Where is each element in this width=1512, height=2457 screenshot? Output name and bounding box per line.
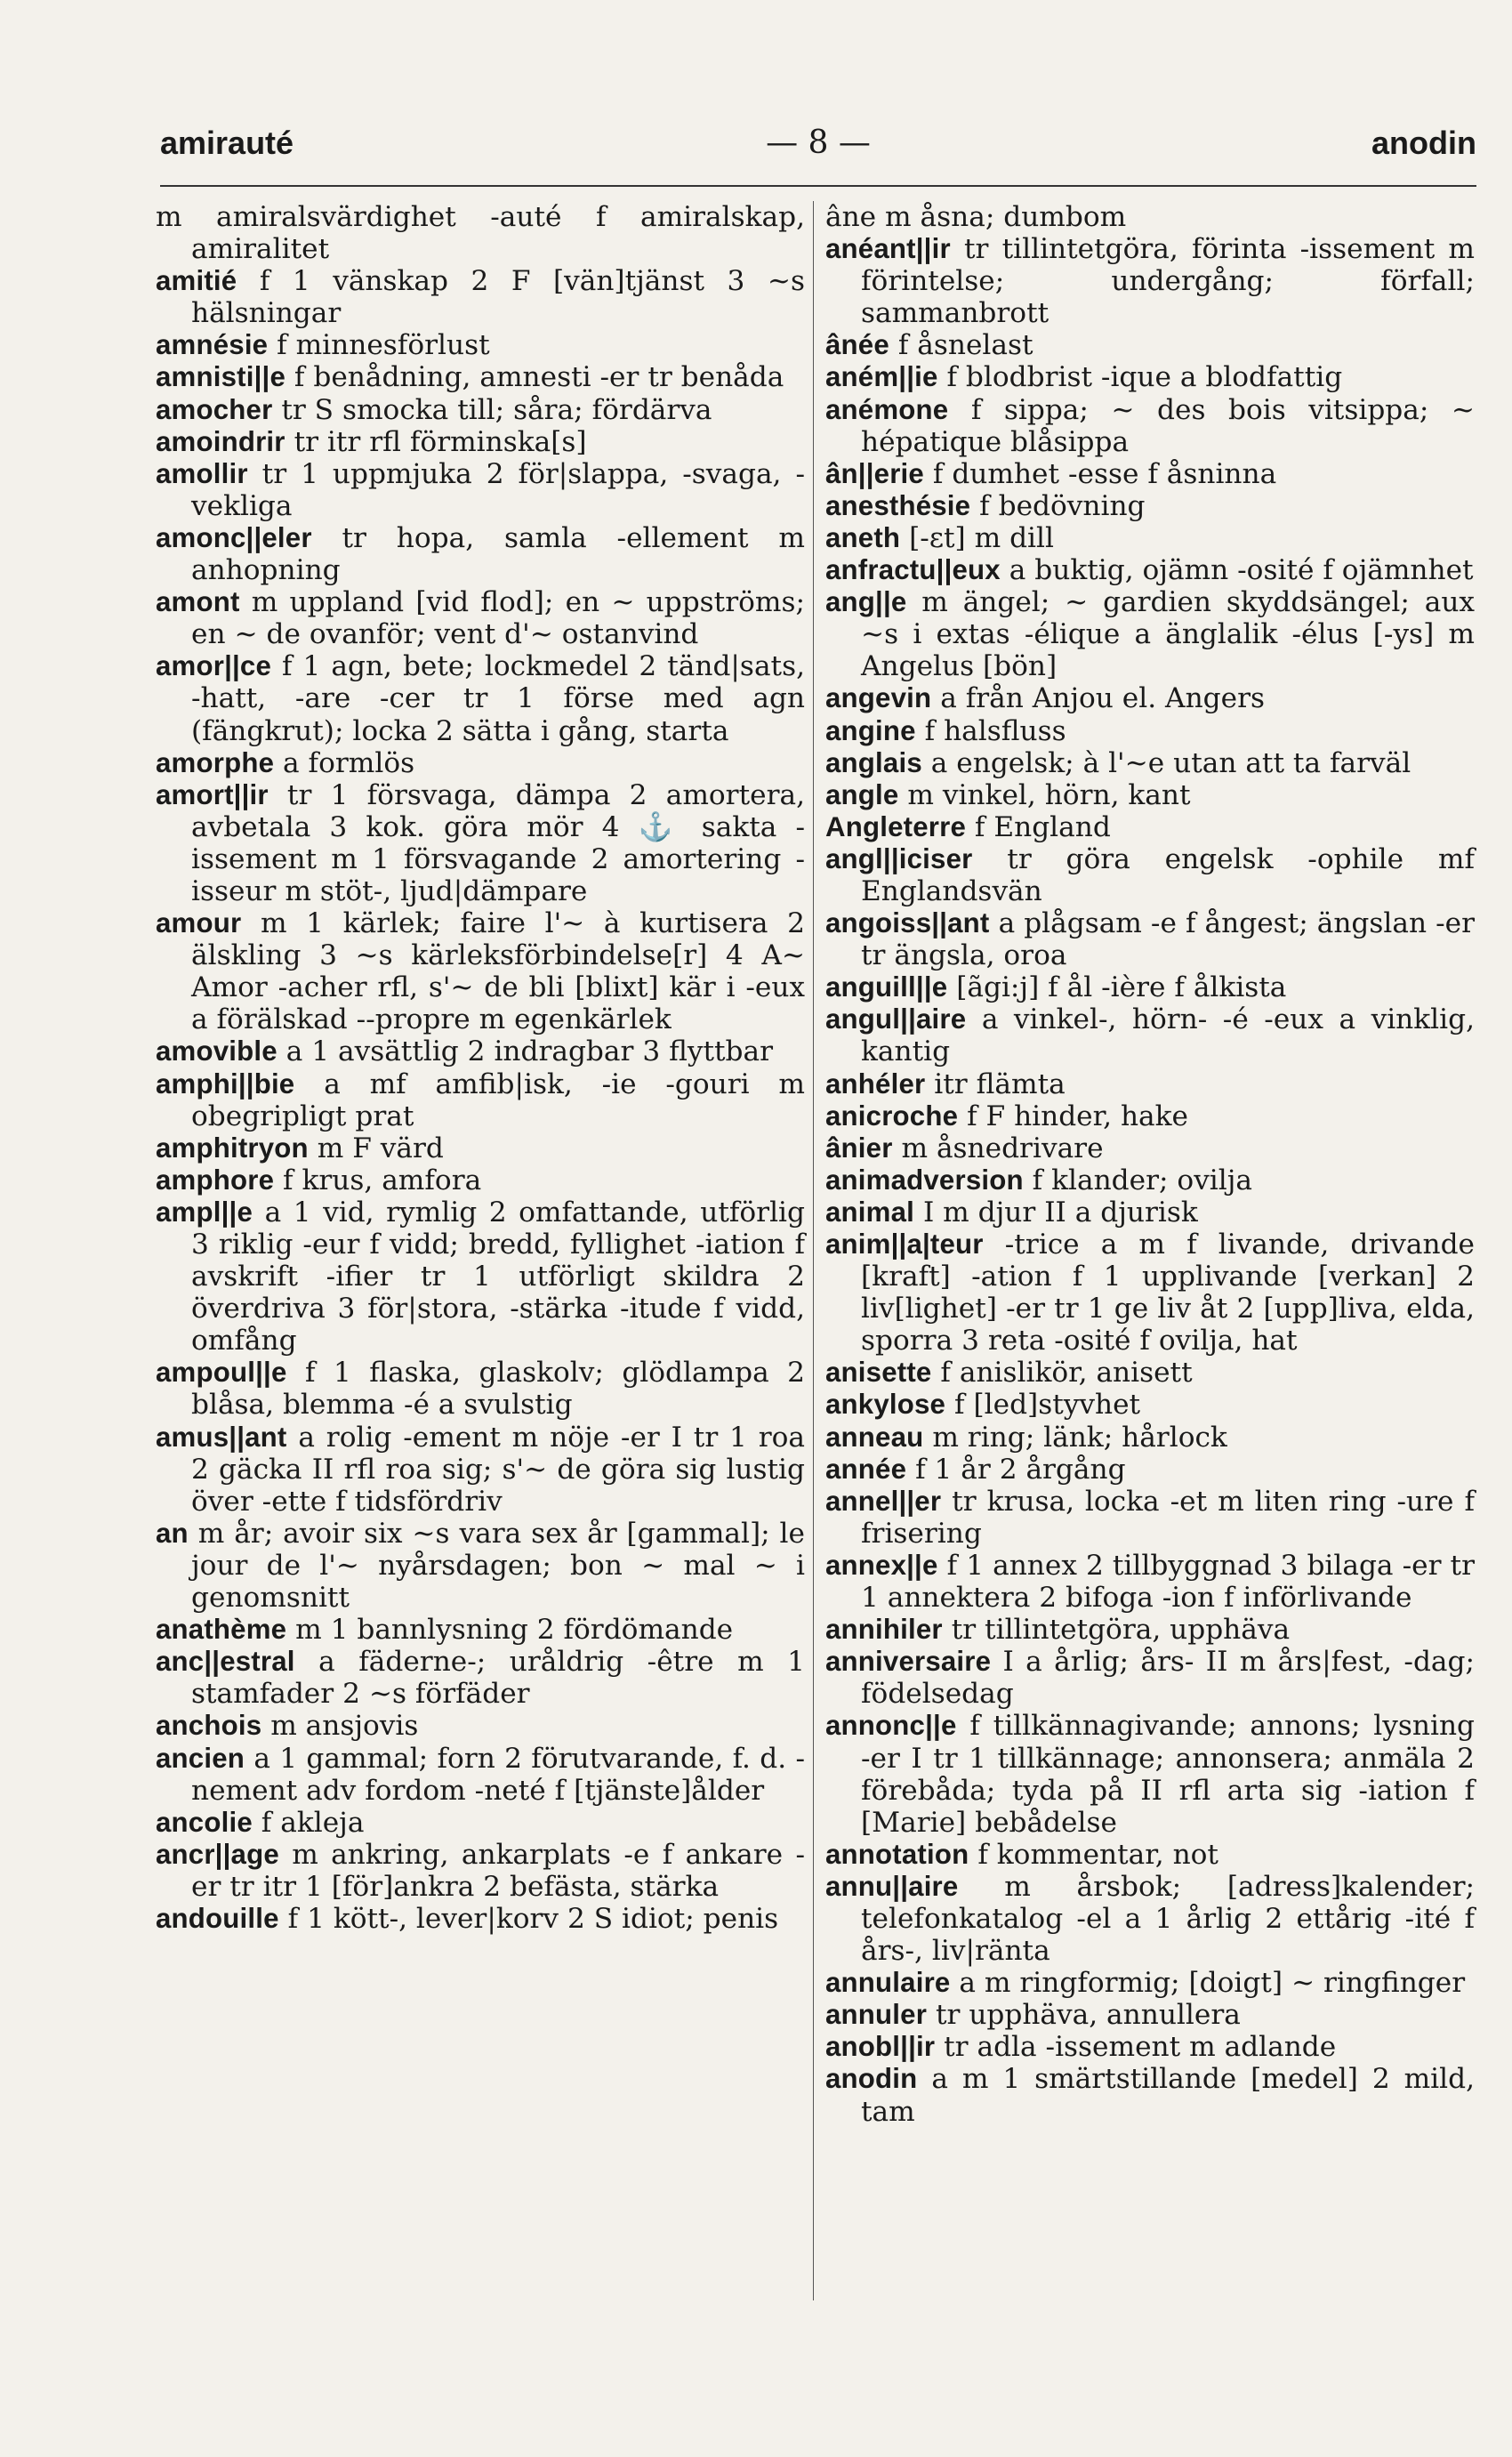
headword: anguill||e [825, 971, 948, 1003]
guide-word-right: anodin [1371, 125, 1476, 161]
definition: m årsbok; [adress]kalender; telefonkatalog -el a 1 årlig 2 ettårig -ité f års-, liv|ränta [861, 1870, 1475, 1968]
definition: f 1 vänskap 2 F [vän]tjänst 3 ~s hälsningar [191, 265, 805, 330]
definition: I a årlig; års- II m års|fest, -dag; födelsedag [861, 1646, 1475, 1711]
dictionary-entry [825, 2063, 1475, 2127]
dictionary-entry [156, 1164, 805, 1196]
headword: amnisti||e [156, 361, 286, 393]
headword: anc||estral [156, 1646, 295, 1678]
dictionary-entry [156, 1839, 805, 1903]
definition: f akleja [261, 1806, 365, 1839]
headword: annel||er [825, 1485, 942, 1517]
headword: angl||iciser [825, 842, 973, 874]
definition: tr krusa, locka -et m liten ring -ure f frisering [861, 1485, 1475, 1550]
definition: m 1 kärlek; faire l'~ à kurtisera 2 älskling 3 ~s kärleksförbindelse[r] 4 A~ Amor -acher rfl, s'~ de bli [blixt] kär i -eux a förälskad --propre m egenkärlek [191, 907, 805, 1036]
definition: m vinkel, hörn, kant [907, 778, 1191, 811]
dictionary-entry [825, 522, 1475, 554]
dictionary-entry [825, 1999, 1475, 2031]
definition: f blodbrist -ique a blodfattig [946, 361, 1343, 394]
definition: tr 1 uppmjuka 2 för|slappa, -svaga, -vekliga [191, 457, 805, 522]
definition: tr tillintetgöra, förinta -issement m förintelse; undergång; förfall; sammanbrott [861, 233, 1475, 330]
headword: année [825, 1453, 907, 1485]
dictionary-entry [156, 1196, 805, 1357]
dictionary-entry [825, 1003, 1475, 1067]
definition: f klander; ovilja [1032, 1164, 1253, 1196]
definition: f halsfluss [924, 714, 1066, 747]
dictionary-entry [156, 747, 805, 779]
headword: amnésie [156, 329, 269, 361]
definition: f kommentar, not [977, 1838, 1218, 1871]
definition: a mf amfib|isk, -ie -gouri m obegripligt prat [191, 1067, 805, 1132]
headword: ancien [156, 1742, 245, 1774]
dictionary-entry [825, 811, 1475, 843]
definition: m uppland [vid flod]; en ~ uppströms; en ~ de ovanför; vent d'~ ostanvind [191, 586, 805, 651]
definition: a vinkel-, hörn- -é -eux a vinklig, kantig [861, 1003, 1475, 1068]
dictionary-entry [156, 394, 805, 426]
headword: annonc||e [825, 1710, 957, 1742]
definition: f åsnelast [897, 329, 1033, 362]
dictionary-entry [825, 1357, 1475, 1389]
definition: f benådning, amnesti -er tr benåda [294, 361, 784, 394]
headword: andouille [156, 1902, 279, 1934]
page-header [160, 125, 1476, 178]
headword: anéant||ir [825, 233, 951, 265]
dictionary-entry [825, 586, 1475, 682]
dictionary-entry [825, 1068, 1475, 1100]
dictionary-entry [156, 907, 805, 1035]
dictionary-entry [825, 361, 1475, 393]
definition: m år; avoir six ~s vara sex år [gammal]; le jour de l'~ nyårsdagen; bon ~ mal ~ i genomsnitt [191, 1517, 805, 1615]
headword: amocher [156, 393, 273, 425]
headword: amort||ir [156, 778, 269, 810]
headword: Angleterre [825, 810, 966, 842]
dictionary-entry [825, 2031, 1475, 2063]
dictionary-entry [825, 1422, 1475, 1454]
definition: itr flämta [934, 1067, 1066, 1100]
dictionary-entry [825, 843, 1475, 907]
definition: tr upphäva, annullera [935, 1999, 1241, 2032]
definition: a buktig, ojämn -osité f ojämnhet [1009, 554, 1474, 587]
dictionary-entry [825, 394, 1475, 458]
dictionary-entry [825, 1839, 1475, 1871]
definition: tr adla -issement m adlande [944, 2031, 1337, 2064]
dictionary-entry [825, 201, 1475, 233]
definition: f 1 flaska, glaskolv; glödlampa 2 blåsa, blemma -é a svulstig [191, 1357, 805, 1422]
definition: a från Anjou el. Angers [940, 682, 1265, 715]
definition: tr tillintetgöra, upphäva [951, 1614, 1291, 1647]
definition: a 1 gammal; forn 2 förutvarande, f. d. -nement adv fordom -neté f [tjänste]ålder [191, 1742, 805, 1807]
definition: f sippa; ~ des bois vitsippa; ~ hépatique blåsippa [861, 393, 1475, 458]
dictionary-entry [825, 747, 1475, 779]
headword: annex||e [825, 1549, 938, 1581]
headword: ampoul||e [156, 1357, 287, 1389]
headword: animal [825, 1196, 915, 1228]
dictionary-entry [825, 682, 1475, 714]
definition: a plågsam -e f ångest; ängslan -er tr ängsla, oroa [861, 907, 1476, 972]
headword: anneau [825, 1421, 924, 1453]
headword: amovible [156, 1035, 277, 1067]
headword: amitié [156, 265, 237, 297]
dictionary-entry [156, 265, 805, 329]
right-column [825, 201, 1475, 2128]
dictionary-entry [156, 650, 805, 746]
definition: tr S smocka till; såra; fördärva [281, 393, 712, 426]
definition: f England [974, 810, 1111, 843]
definition: m 1 bannlysning 2 fördömande [295, 1614, 734, 1647]
headword: ân||erie [825, 457, 924, 489]
definition: a rolig -ement m nöje -er I tr 1 roa 2 gäcka II rfl roa sig; s'~ de göra sig lustig över -ette f tidsfördriv [191, 1421, 806, 1518]
definition: f F hinder, hake [967, 1100, 1188, 1132]
headword: amoindrir [156, 425, 286, 457]
definition: tr itr rfl förminska[s] [294, 425, 587, 458]
headword: anémone [825, 393, 949, 425]
headword: anniversaire [825, 1646, 992, 1678]
dictionary-entry [825, 1710, 1475, 1838]
headword: angul||aire [825, 1003, 967, 1035]
definition: a 1 vid, rymlig 2 omfattande, utförlig 3 riklig -eur f vidd; bredd, fyllighet -iation f avskrift -ifier tr 1 utförligt skildra 2 överdriva 3 för|stora, -stärka -itude f vidd, omfång [191, 1196, 805, 1357]
dictionary-entry [156, 1743, 805, 1807]
dictionary-entry [156, 586, 805, 650]
definition: f 1 år 2 årgång [915, 1453, 1126, 1486]
headword: annulaire [825, 1967, 951, 1999]
definition: f minnesförlust [277, 329, 490, 362]
definition: f 1 kött-, lever|korv 2 S idiot; penis [287, 1902, 779, 1935]
headword: anobl||ir [825, 2031, 936, 2063]
dictionary-entry [156, 1518, 805, 1614]
headword: amphore [156, 1164, 275, 1196]
definition: [ãgi:j] f ål -ière f ålkista [956, 971, 1287, 1004]
guide-word-left: amirauté [160, 125, 294, 161]
headword: aném||ie [825, 361, 938, 393]
left-column [156, 201, 805, 1935]
headword: ânier [825, 1132, 893, 1164]
dictionary-entry [825, 1196, 1475, 1228]
definition: m ansjovis [270, 1710, 419, 1743]
headword: ancolie [156, 1806, 253, 1838]
dictionary-entry [825, 971, 1475, 1003]
headword: amor||ce [156, 650, 272, 682]
dictionary-entry [825, 458, 1475, 490]
headword: anhéler [825, 1067, 926, 1100]
definition: m ring; länk; hårlock [932, 1421, 1227, 1454]
dictionary-entry [825, 554, 1475, 586]
headword: ankylose [825, 1389, 946, 1421]
headword: amont [156, 586, 240, 618]
headword: anglais [825, 746, 922, 778]
headword: ancr||age [156, 1838, 279, 1870]
dictionary-entry [825, 779, 1475, 811]
headword: aneth [825, 521, 901, 553]
definition: a m 1 smärtstillande [medel] 2 mild, tam [861, 2063, 1475, 2128]
headword: angine [825, 714, 916, 746]
header-rule [160, 185, 1476, 187]
definition: m ankring, ankarplats -e f ankare -er tr itr 1 [för]ankra 2 befästa, stärka [191, 1838, 805, 1903]
definition: tr 1 försvaga, dämpa 2 amortera, avbetala 3 kok. göra mör 4 ⚓ sakta -issement m 1 försvagande 2 amortering -isseur m stöt-, ljud|dämpare [191, 778, 805, 907]
headword: anchois [156, 1710, 262, 1742]
dictionary-entry [825, 1646, 1475, 1710]
definition: f bedövning [979, 489, 1146, 522]
column-divider [813, 201, 814, 2300]
headword: angevin [825, 682, 932, 714]
definition: f [led]styvhet [954, 1389, 1141, 1422]
definition: f anislikör, anisett [940, 1357, 1193, 1390]
headword: ang||e [825, 586, 907, 618]
definition: -trice a m f livande, drivande [kraft] -ation f 1 upplivande [verkan] 2 liv[lighet] -er tr 1 ge liv åt 2 [upp]liva, elda, sporra 3 reta -osité f ovilja, hat [861, 1228, 1475, 1357]
dictionary-entry [825, 1486, 1475, 1550]
headword: angoiss||ant [825, 907, 990, 939]
definition: a fäderne-; uråldrig -être m 1 stamfader 2 ~s förfäder [191, 1646, 805, 1711]
dictionary-entry [825, 1100, 1475, 1132]
dictionary-entry [825, 715, 1475, 747]
headword: amorphe [156, 746, 275, 778]
definition: f 1 annex 2 tillbyggnad 3 bilaga -er tr 1 annektera 2 bifoga -ion f införlivande [861, 1549, 1475, 1615]
headword: annu||aire [825, 1870, 959, 1902]
definition: I m djur II a djurisk [922, 1196, 1198, 1228]
headword: anfractu||eux [825, 554, 1001, 586]
dictionary-entry [156, 201, 805, 265]
definition: a 1 avsättlig 2 indragbar 3 flyttbar [286, 1035, 774, 1068]
definition: a engelsk; à l'~e utan att ta farväl [930, 746, 1411, 779]
page-number: — 8 — [766, 125, 871, 161]
dictionary-entry [825, 1132, 1475, 1164]
dictionary-entry [825, 490, 1475, 522]
dictionary-entry [156, 1646, 805, 1710]
dictionary-entry [825, 1228, 1475, 1357]
dictionary-entry [825, 1164, 1475, 1196]
dictionary-entry [156, 426, 805, 458]
dictionary-entry [825, 329, 1475, 361]
dictionary-entry [156, 329, 805, 361]
headword: amollir [156, 457, 248, 489]
definition: f krus, amfora [283, 1164, 482, 1196]
definition: tr göra engelsk -ophile mf Englandsvän [861, 842, 1475, 907]
definition: [-ɛt] m dill [909, 521, 1054, 554]
dictionary-entry [825, 1614, 1475, 1646]
headword: anicroche [825, 1100, 959, 1132]
headword: ampl||e [156, 1196, 253, 1228]
headword: annotation [825, 1838, 969, 1870]
headword: amphi||bie [156, 1067, 295, 1100]
dictionary-entry [156, 779, 805, 907]
definition: m amiralsvärdighet -auté f amiralskap, amiralitet [156, 201, 805, 266]
dictionary-entry [156, 1807, 805, 1839]
headword: annihiler [825, 1614, 943, 1646]
definition: m åsnedrivare [901, 1132, 1104, 1164]
definition: f 1 agn, bete; lockmedel 2 tänd|sats, -hatt, -are -cer tr 1 förse med agn (fängkrut); locka 2 sätta i gång, starta [191, 650, 805, 747]
dictionary-entry [156, 1422, 805, 1518]
dictionary-entry [156, 1132, 805, 1164]
headword: amus||ant [156, 1421, 287, 1453]
definition: a m ringformig; [doigt] ~ ringfinger [959, 1967, 1466, 2000]
headword: anim||a|teur [825, 1228, 984, 1260]
dictionary-entry [156, 522, 805, 586]
headword: ânée [825, 329, 889, 361]
dictionary-entry [156, 361, 805, 393]
headword: anathème [156, 1614, 287, 1646]
headword: amonc||eler [156, 521, 312, 553]
dictionary-entry [156, 1035, 805, 1067]
headword: anisette [825, 1357, 932, 1389]
dictionary-entry [156, 1903, 805, 1935]
headword: annuler [825, 1999, 928, 2031]
dictionary-entry [156, 1068, 805, 1132]
definition: tr hopa, samla -ellement m anhopning [191, 521, 805, 587]
dictionary-entry [156, 458, 805, 522]
dictionary-entry [825, 1967, 1475, 1999]
dictionary-entry [156, 1614, 805, 1646]
definition: m ängel; ~ gardien skyddsängel; aux ~s i extas -élique a änglalik -élus [-ys] m Angelus [bön] [861, 586, 1475, 683]
dictionary-entry [156, 1357, 805, 1421]
headword: animadversion [825, 1164, 1024, 1196]
headword: amour [156, 907, 242, 939]
dictionary-entry [825, 1389, 1475, 1421]
definition: m F värd [317, 1132, 444, 1164]
headword: anesthésie [825, 489, 971, 521]
definition: f dumhet -esse f åsninna [932, 457, 1277, 490]
definition: f tillkännagivande; annons; lysning -er I tr 1 tillkännage; annonsera; anmäla 2 förebåda; tyda på II rfl arta sig -iation f [Marie] bebådelse [861, 1710, 1475, 1839]
dictionary-entry [825, 1871, 1475, 1967]
dictionary-entry [825, 233, 1475, 329]
headword: an [156, 1517, 189, 1549]
definition: a formlös [283, 746, 415, 779]
dictionary-entry [825, 1454, 1475, 1486]
headword: amphitryon [156, 1132, 309, 1164]
dictionary-entry [825, 1550, 1475, 1614]
dictionary-entry [825, 907, 1475, 971]
headword: anodin [825, 2063, 918, 2095]
headword: angle [825, 778, 899, 810]
dictionary-entry [156, 1710, 805, 1742]
definition: âne m åsna; dumbom [825, 201, 1127, 233]
